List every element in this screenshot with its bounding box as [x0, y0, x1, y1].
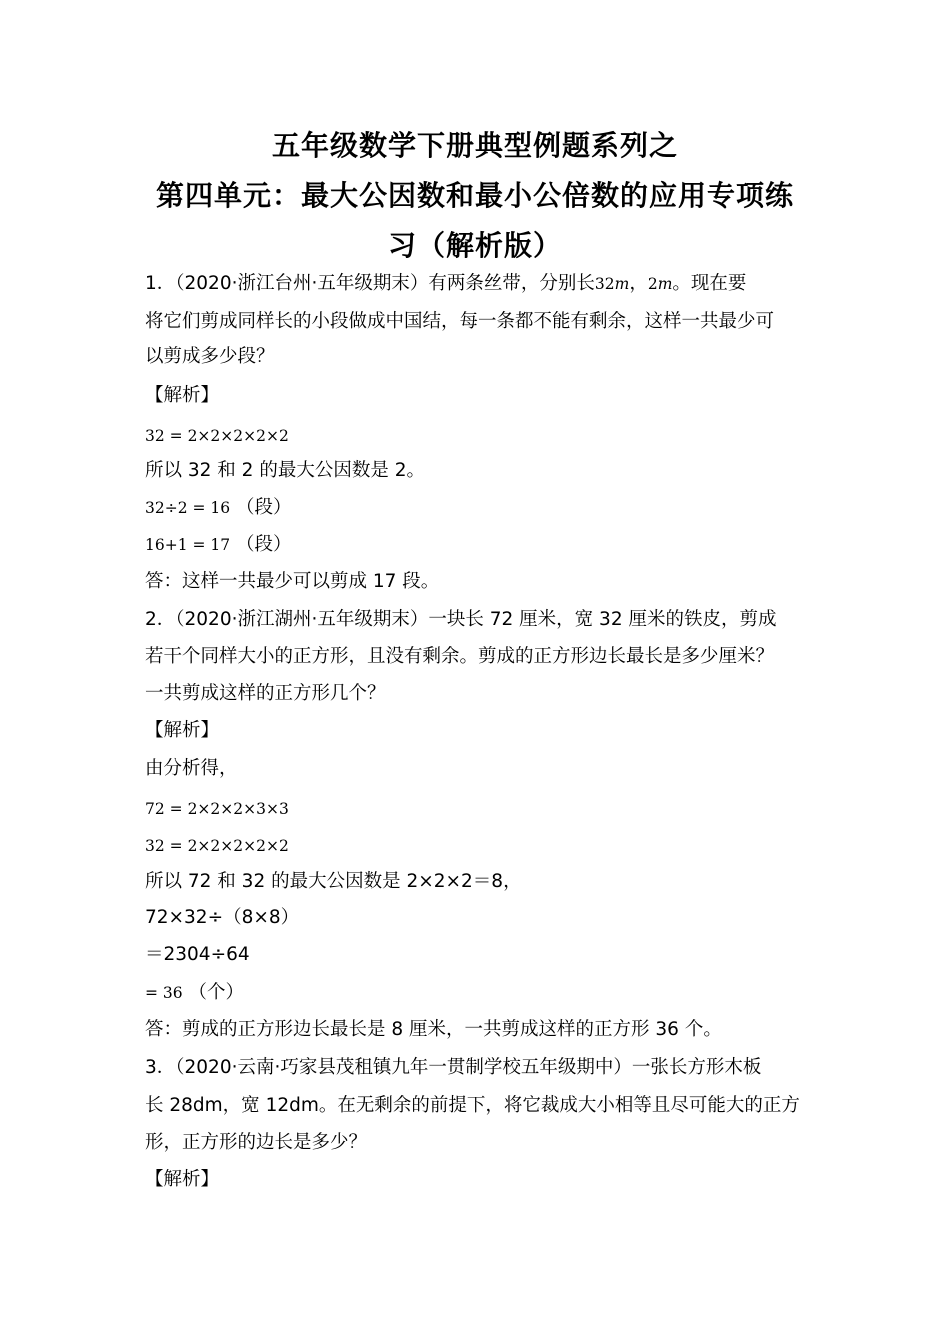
q2-analysis-heading: 【解析】 [145, 720, 220, 741]
q1-answer: 答：这样一共最少可以剪成 17 段。 [145, 571, 440, 592]
q1-length-2: 2m [647, 275, 673, 293]
q2-sentence-1: 所以 72 和 32 的最大公因数是 2×2×2＝8， [145, 871, 522, 892]
q2-equation-1: 72 = 2×2×2×3×3 [145, 800, 289, 818]
page-title-line-3: 习（解析版） [387, 229, 562, 262]
q1-equation-1: 32 = 2×2×2×2×2 [145, 427, 289, 445]
q1-stem-line-1 [145, 272, 746, 296]
q1-analysis-heading: 【解析】 [145, 385, 220, 406]
q1-stem-text-a: 1．（2020·浙江台州·五年级期末）有两条丝带，分别长 [145, 273, 595, 294]
q1-equation-3: 16+1 = 17 （段） [145, 534, 292, 555]
page-title-line-2: 第四单元：最大公因数和最小公倍数的应用专项练 [155, 179, 794, 212]
q1-stem-text-b: 。现在要 [672, 273, 747, 294]
q2-stem-line-2: 若干个同样大小的正方形，且没有剩余。剪成的正方形边长最长是多少厘米？ [145, 646, 775, 667]
q2-equation-2: 32 = 2×2×2×2×2 [145, 837, 289, 855]
q3-analysis-heading: 【解析】 [145, 1169, 220, 1190]
q1-sentence-1: 所以 32 和 2 的最大公因数是 2。 [145, 460, 425, 481]
q3-stem-line-1: 3．（2020·云南·巧家县茂租镇九年一贯制学校五年级期中）一张长方形木板 [145, 1057, 762, 1078]
q1-stem-line-3: 以剪成多少段？ [145, 346, 275, 367]
q3-stem-line-3: 形，正方形的边长是多少？ [145, 1132, 368, 1153]
page-title-line-1: 五年级数学下册典型例题系列之 [271, 129, 678, 162]
q1-stem-line-2: 将它们剪成同样长的小段做成中国结，每一条都不能有剩余，这样一共最少可 [145, 311, 775, 332]
q3-stem-line-2: 长 28dm，宽 12dm。在无剩余的前提下，将它裁成大小相等且尽可能大的正方 [145, 1095, 800, 1116]
q1-separator: ， [629, 273, 648, 294]
q1-length-1: 32m [594, 275, 630, 293]
q2-sentence-3: ＝2304÷64 [145, 944, 250, 965]
q2-stem-line-1: 2．（2020·浙江湖州·五年级期末）一块长 72 厘米，宽 32 厘米的铁皮，剪成 [145, 609, 777, 630]
q2-sentence-0: 由分析得， [145, 758, 238, 779]
q2-sentence-2: 72×32÷（8×8） [145, 907, 300, 928]
q2-stem-line-3: 一共剪成这样的正方形几个？ [145, 683, 386, 704]
q2-answer: 答：剪成的正方形边长最长是 8 厘米，一共剪成这样的正方形 36 个。 [145, 1019, 722, 1040]
q1-equation-2: 32÷2 = 16 （段） [145, 497, 292, 518]
q2-equation-3: = 36 （个） [145, 982, 245, 1003]
